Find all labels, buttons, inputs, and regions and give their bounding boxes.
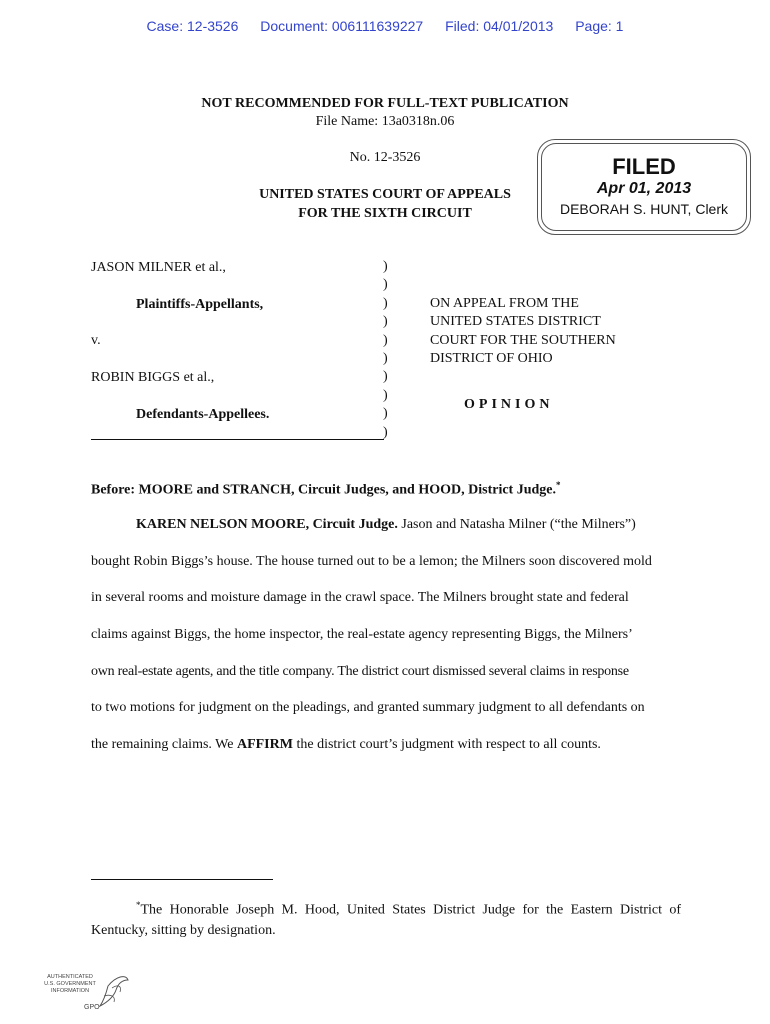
court-name-line1: UNITED STATES COURT OF APPEALS — [259, 187, 511, 202]
filed-stamp-clerk: DEBORAH S. HUNT, Clerk — [559, 201, 729, 217]
body-text: Jason and Natasha Milner (“the Milners”) — [397, 517, 636, 532]
ecf-header — [0, 18, 770, 34]
defendant-name: ROBIN BIGGS et al., — [91, 370, 215, 385]
case-number: No. 12-3526 — [349, 150, 421, 165]
appeal-line: DISTRICT OF OHIO — [430, 351, 553, 367]
header-case: Case: 12-3526 — [146, 18, 239, 34]
caption-parens — [383, 258, 388, 442]
publication-notice: NOT RECOMMENDED FOR FULL-TEXT PUBLICATION — [201, 96, 569, 111]
footnote-ref: * — [556, 480, 561, 490]
gpo-mark: GPO — [84, 1004, 100, 1011]
caption-rule — [91, 439, 384, 440]
footnote-rule — [91, 879, 273, 880]
footnote-text: The Honorable Joseph M. Hood, United States District Judge for the Eastern District of Kentucky, sitting by designation. — [91, 902, 681, 938]
opinion-heading: OPINION — [464, 397, 554, 412]
header-page: Page: 1 — [575, 18, 624, 34]
body-line-5: own real-estate agents, and the title company. The district court dismissed several claims in response — [91, 664, 629, 679]
filed-stamp-title: FILED — [612, 154, 676, 179]
authoring-judge: KAREN NELSON MOORE, Circuit Judge. — [136, 517, 398, 532]
caption-paren: ) — [383, 351, 388, 367]
appeal-origin — [430, 295, 616, 369]
body-line-1 — [136, 517, 636, 533]
court-name-line2: FOR THE SIXTH CIRCUIT — [298, 206, 472, 221]
gpo-authentication-seal — [34, 966, 134, 1016]
appeal-line: UNITED STATES DISTRICT — [430, 314, 601, 330]
body-line-2: bought Robin Biggs’s house. The house turned out to be a lemon; the Milners soon discovered mold — [91, 554, 652, 569]
caption-paren: ) — [383, 314, 388, 330]
caption-paren: ) — [383, 424, 388, 440]
filed-stamp — [537, 139, 751, 235]
caption-paren: ) — [383, 406, 388, 422]
body-line-6: to two motions for judgment on the pleadings, and granted summary judgment to all defendants on — [91, 700, 645, 715]
body-text: the remaining claims. We — [91, 737, 237, 752]
gpo-line: U.S. GOVERNMENT — [44, 981, 96, 987]
appeal-line: COURT FOR THE SOUTHERN — [430, 332, 616, 348]
versus: v. — [91, 333, 101, 348]
defendant-role: Defendants-Appellees. — [136, 407, 270, 422]
footnote-mark: * — [136, 900, 141, 910]
plaintiff-role: Plaintiffs-Appellants, — [136, 297, 264, 312]
footnote — [91, 895, 681, 941]
body-line-7 — [91, 737, 601, 753]
body-text: the district court’s judgment with respect to all counts. — [292, 737, 601, 752]
caption-paren: ) — [383, 295, 388, 311]
caption-paren: ) — [383, 369, 388, 385]
appeal-line: ON APPEAL FROM THE — [430, 296, 579, 311]
panel-line — [91, 480, 561, 499]
caption-paren: ) — [383, 332, 388, 348]
body-line-3: in several rooms and moisture damage in the crawl space. The Milners brought state and federal — [91, 590, 629, 605]
plaintiff-name: JASON MILNER et al., — [91, 260, 226, 275]
header-filed: Filed: 04/01/2013 — [445, 18, 554, 34]
panel-text: Before: MOORE and STRANCH, Circuit Judges, and HOOD, District Judge. — [91, 482, 556, 498]
body-line-4: claims against Biggs, the home inspector, the real-estate agency representing Biggs, the Milners’ — [91, 627, 633, 642]
filed-stamp-date: Apr 01, 2013 — [596, 180, 692, 197]
caption-paren: ) — [383, 387, 388, 403]
gpo-line: AUTHENTICATED — [47, 974, 93, 980]
disposition: AFFIRM — [236, 737, 293, 752]
header-document: Document: 006111639227 — [260, 18, 424, 34]
file-name: File Name: 13a0318n.06 — [315, 114, 455, 129]
caption-paren: ) — [383, 259, 388, 274]
caption-paren: ) — [383, 277, 388, 293]
gpo-line: INFORMATION — [50, 988, 90, 994]
